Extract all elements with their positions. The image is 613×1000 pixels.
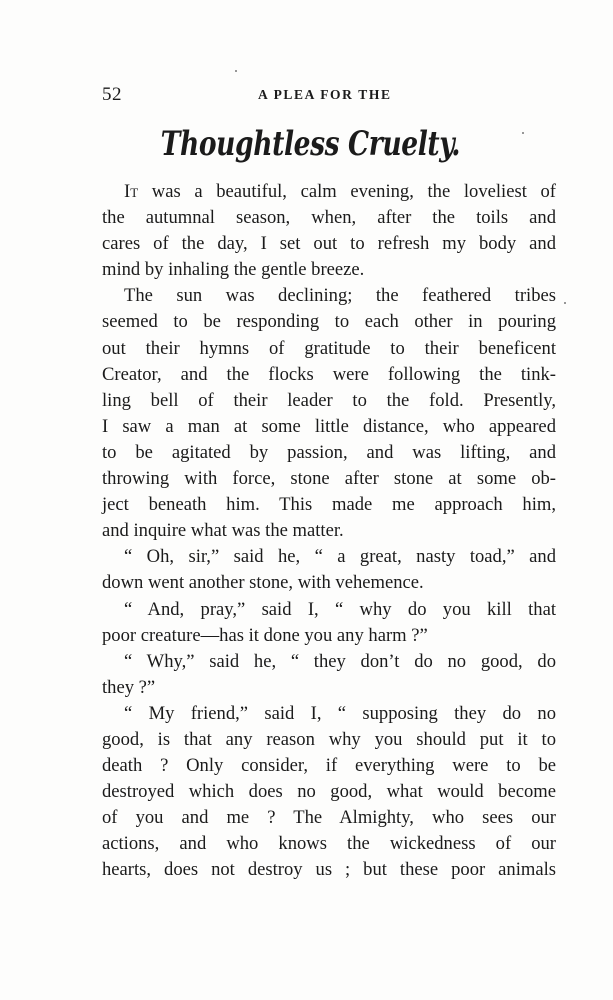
text-line: Creator, and the flocks were following the tink-	[102, 363, 556, 385]
text-line: ject beneath him. This made me approach him,	[102, 494, 556, 516]
text-line: out their hymns of gratitude to their beneficent	[102, 337, 556, 359]
drop-lead-word: It	[124, 181, 139, 202]
text-line: throwing with force, stone after stone at some ob-	[102, 468, 556, 490]
text-line: The sun was declining; the feathered tribes	[124, 285, 556, 307]
text-line: down went another stone, with vehemence.	[102, 572, 424, 594]
text-line: mind by inhaling the gentle breeze.	[102, 259, 365, 281]
text-line: and inquire what was the matter.	[102, 520, 344, 542]
text-line: good, is that any reason why you should put it to	[102, 728, 556, 750]
chapter-title: Thoughtless Cruelty.	[160, 124, 461, 164]
text-line: destroyed which does no good, what would become	[102, 781, 556, 803]
text-line: they ?”	[102, 676, 156, 698]
text-line: “ My friend,” said I, “ supposing they do no	[124, 702, 556, 724]
text-line: the autumnal season, when, after the toils and	[102, 207, 556, 229]
running-head	[102, 84, 548, 108]
page-number: 52	[102, 84, 122, 105]
text-line: of you and me ? The Almighty, who sees our	[102, 807, 556, 829]
text-line: ling bell of their leader to the fold. Presently,	[102, 389, 556, 411]
text-line-content: was a beautiful, calm evening, the loveliest of	[151, 181, 556, 202]
body-text	[102, 179, 556, 884]
paper-speck	[522, 132, 524, 134]
text-line: to be agitated by passion, and was lifting, and	[102, 441, 556, 463]
paper-speck	[564, 302, 566, 304]
running-head-title: A PLEA FOR THE	[258, 87, 392, 102]
text-line: cares of the day, I set out to refresh my body and	[102, 233, 556, 255]
text-line: “ And, pray,” said I, “ why do you kill that	[124, 598, 556, 620]
text-line: seemed to be responding to each other in pouring	[102, 311, 556, 333]
text-line: death ? Only consider, if everything were to be	[102, 755, 556, 777]
text-line	[102, 179, 556, 205]
text-line: actions, and who knows the wickedness of our	[102, 833, 556, 855]
text-line: poor creature—has it done you any harm ?”	[102, 624, 428, 646]
text-line: “ Why,” said he, “ they don’t do no good, do	[124, 650, 556, 672]
paper-speck	[235, 70, 237, 72]
text-line: “ Oh, sir,” said he, “ a great, nasty toad,” and	[124, 546, 556, 568]
text-line: I saw a man at some little distance, who appeared	[102, 415, 556, 437]
text-line: hearts, does not destroy us ; but these poor animals	[102, 859, 556, 881]
